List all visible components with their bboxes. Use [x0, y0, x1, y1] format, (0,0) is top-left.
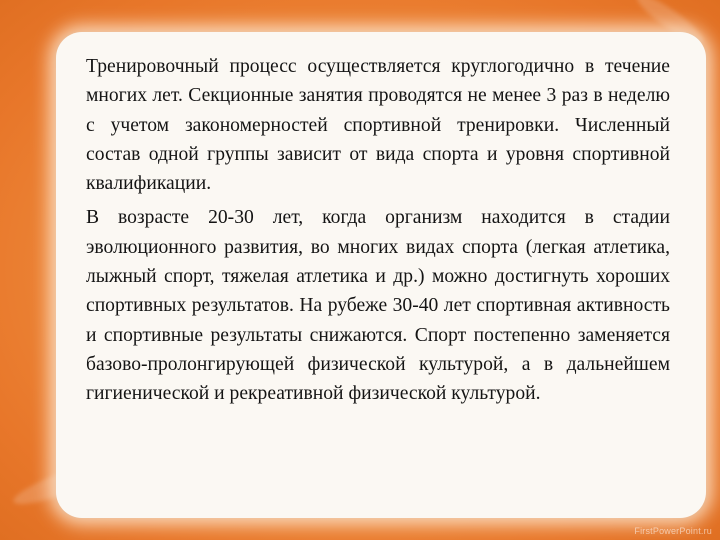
content-card: [56, 32, 706, 518]
slide-text: [86, 52, 670, 409]
watermark: FirstPowerPoint.ru: [634, 526, 712, 536]
paragraph-age-results: В возрасте 20-30 лет, когда организм находится в стадии эволюционного развития, во многих видах спорта (легкая атлетика, лыжный спорт, тяжелая атлетика и др.) можно достигнуть хороших спортивных результатов. На рубеже 30-40 лет спортивная активность и спортивные результаты снижаются. Спорт постепенно заменяется базово-пролонгирующей физической культурой, а в дальнейшем гигиенической и рекреативной физической культурой.: [86, 207, 670, 405]
paragraph-training-process: Тренировочный процесс осуществляется круглогодично в течение многих лет. Секционные занятия проводятся не менее 3 раз в неделю с учетом закономерностей спортивной тренировки. Численный состав одной группы зависит от вида спорта и уровня спортивной квалификации.: [86, 56, 670, 195]
